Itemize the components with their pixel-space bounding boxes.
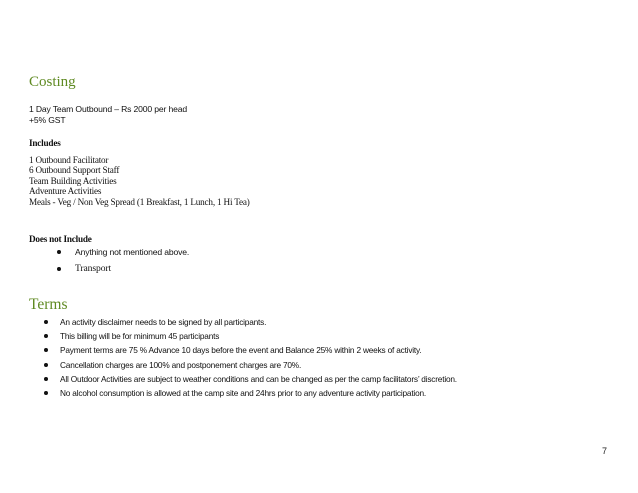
page-number: 7 <box>602 446 608 456</box>
terms-heading: Terms <box>29 296 68 313</box>
not-included-item <box>57 245 189 259</box>
bullet-icon <box>44 348 48 352</box>
includes-list <box>29 155 250 207</box>
includes-item: Adventure Activities <box>29 186 102 197</box>
includes-item: 1 Outbound Facilitator <box>29 155 109 165</box>
costing-heading: Costing <box>29 74 76 90</box>
not-included-list <box>57 245 189 276</box>
terms-item <box>44 386 457 400</box>
bullet-icon <box>57 250 61 254</box>
bullet-icon <box>44 334 48 338</box>
terms-item <box>44 358 457 372</box>
includes-item: Team Building Activities <box>29 175 117 186</box>
terms-list <box>44 315 457 400</box>
not-included-text: Anything not mentioned above. <box>75 247 190 257</box>
bullet-icon <box>57 267 61 271</box>
not-included-item <box>57 262 189 276</box>
terms-text: All Outdoor Activities are subject to weather conditions and can be changed as per the camp facilitators’ discretion. <box>60 373 457 384</box>
terms-text: Cancellation charges are 100% and postponement charges are 70%. <box>60 359 302 370</box>
terms-text: This billing will be for minimum 45 participants <box>60 331 220 342</box>
terms-item <box>44 372 457 386</box>
terms-text: No alcohol consumption is allowed at the camp site and 24hrs prior to any adventure activity participation. <box>60 387 426 398</box>
bullet-icon <box>44 320 48 324</box>
not-included-text: Transport <box>75 263 112 274</box>
terms-item <box>44 329 457 343</box>
terms-item <box>44 343 457 357</box>
bullet-icon <box>44 377 48 381</box>
not-included-heading: Does not Include <box>29 234 92 244</box>
includes-item: Meals - Veg / Non Veg Spread (1 Breakfast, 1 Lunch, 1 Hi Tea) <box>29 196 250 207</box>
terms-item <box>44 315 457 329</box>
bullet-icon <box>44 391 48 395</box>
price-line: 1 Day Team Outbound – Rs 2000 per head <box>29 104 188 114</box>
bullet-icon <box>44 363 48 367</box>
includes-item: 6 Outbound Support Staff <box>29 165 120 176</box>
gst-line: +5% GST <box>29 115 66 125</box>
terms-text: Payment terms are 75 % Advance 10 days before the event and Balance 25% within 2 weeks of activity. <box>60 345 422 356</box>
includes-heading: Includes <box>29 138 61 148</box>
terms-text: An activity disclaimer needs to be signed by all participants. <box>60 317 267 327</box>
